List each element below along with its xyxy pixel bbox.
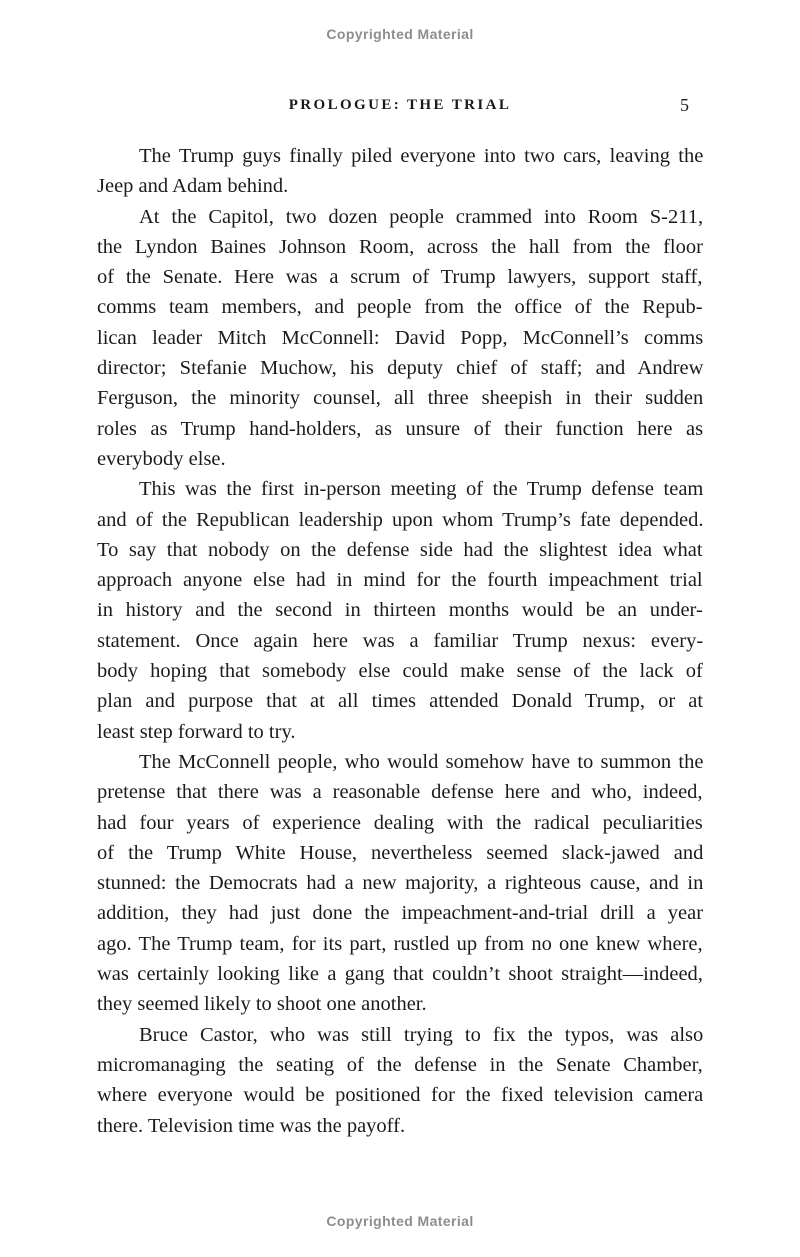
text-line: The Trump guys finally piled everyone into two cars, leaving the (139, 145, 704, 167)
text-line: least step forward to try. (97, 720, 296, 743)
running-header (97, 97, 703, 117)
text-line: Jeep and Adam behind. (97, 175, 289, 198)
text-line: pretense that there was a reasonable defense here and who, indeed, (97, 781, 703, 804)
text-line: This was the first in-person meeting of the Trump defense team (139, 478, 704, 501)
text-line: plan and purpose that at all times attended Donald Trump, or at (97, 690, 704, 713)
page-number: 5 (680, 95, 689, 115)
watermark-top: Copyrighted Material (326, 26, 474, 42)
text-line: comms team members, and people from the office of the Repub- (97, 296, 703, 319)
text-line: where everyone would be positioned for the fixed television camera (97, 1084, 704, 1107)
text-line: body hoping that somebody else could make sense of the lack of (97, 660, 703, 683)
text-line: in history and the second in thirteen months would be an under- (97, 599, 703, 622)
text-line: Ferguson, the minority counsel, all three sheepish in their sudden (97, 387, 704, 410)
text-line: Bruce Castor, who was still trying to fix the typos, was also (139, 1023, 704, 1046)
text-line: micromanaging the seating of the defense in the Senate Chamber, (97, 1053, 703, 1076)
text-line: they seemed likely to shoot one another. (97, 993, 427, 1016)
text-line: had four years of experience dealing with the radical peculiarities (97, 811, 703, 834)
text-line: everybody else. (97, 447, 226, 470)
text-line: stunned: the Democrats had a new majority, a righteous cause, and in (97, 872, 704, 895)
text-line: addition, they had just done the impeachment-and-trial drill a year (97, 902, 704, 925)
text-line: director; Stefanie Muchow, his deputy chief of staff; and Andrew (97, 357, 704, 380)
text-line: approach anyone else had in mind for the fourth impeachment trial (97, 569, 703, 592)
text-line: there. Television time was the payoff. (97, 1114, 406, 1137)
watermark-bottom: Copyrighted Material (326, 1213, 474, 1229)
text-line: lican leader Mitch McConnell: David Popp, McConnell’s comms (97, 326, 704, 349)
text-line: the Lyndon Baines Johnson Room, across the hall from the floor (97, 235, 703, 258)
text-line: The McConnell people, who would somehow have to summon the (139, 750, 704, 773)
text-line: was certainly looking like a gang that couldn’t shoot straight—indeed, (97, 963, 703, 986)
text-line: roles as Trump hand-holders, as unsure of their function here as (97, 417, 704, 440)
text-line: of the Trump White House, nevertheless seemed slack-jawed and (97, 841, 704, 864)
text-line: At the Capitol, two dozen people crammed into Room S-211, (139, 205, 704, 228)
text-line: ago. The Trump team, for its part, rustled up from no one knew where, (97, 932, 703, 955)
body-text (97, 141, 703, 1141)
text-line: and of the Republican leadership upon whom Trump’s fate depended. (97, 508, 704, 531)
text-line: statement. Once again here was a familiar Trump nexus: every- (97, 629, 704, 652)
text-line: To say that nobody on the defense side had the slightest idea what (97, 538, 703, 561)
header-title: PROLOGUE: THE TRIAL (288, 97, 512, 113)
text-line: of the Senate. Here was a scrum of Trump lawyers, support staff, (97, 266, 703, 289)
